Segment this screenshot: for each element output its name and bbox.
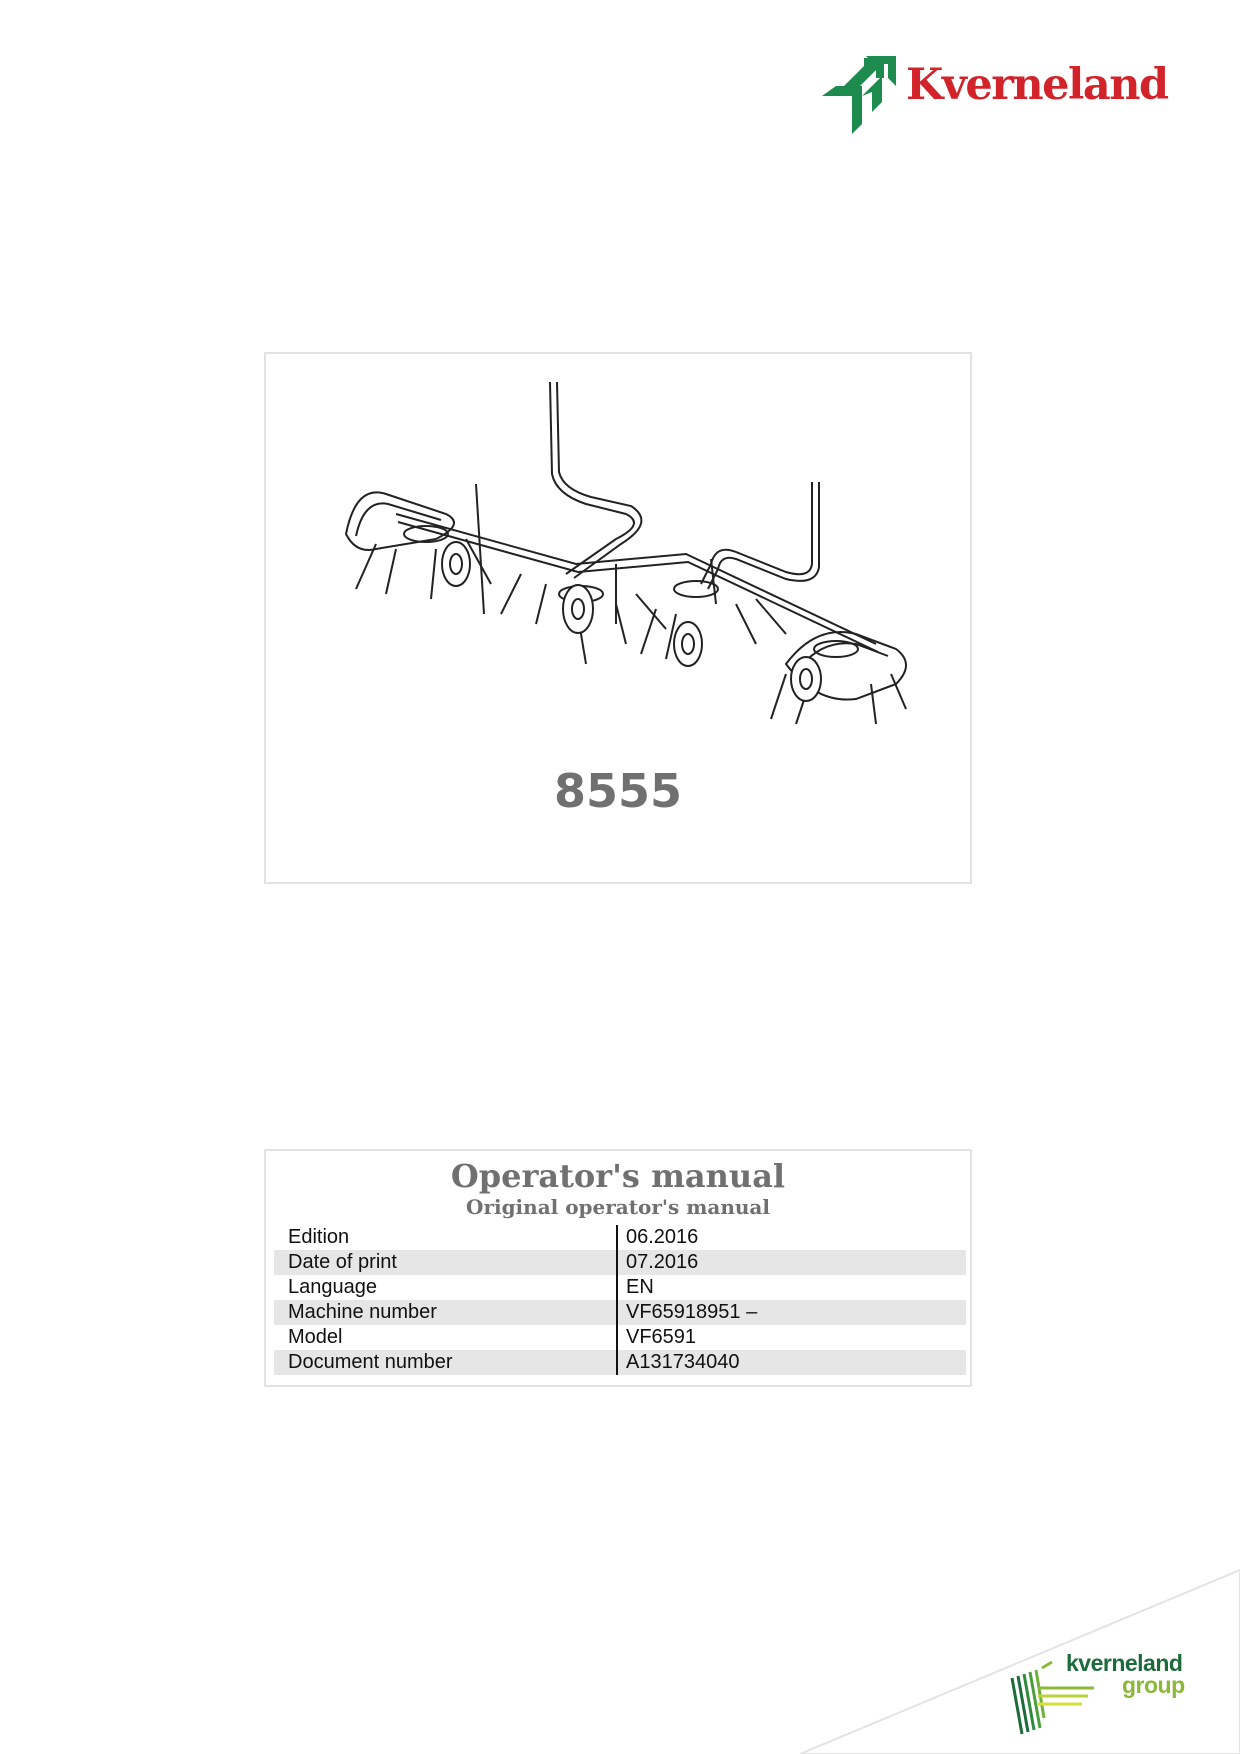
table-row xyxy=(274,1325,966,1350)
row-value: 07.2016 xyxy=(626,1251,699,1273)
table-row xyxy=(274,1275,966,1300)
column-divider xyxy=(616,1225,618,1375)
table-row xyxy=(274,1250,966,1275)
manual-info-box xyxy=(264,1149,972,1387)
kverneland-arrow-icon xyxy=(822,56,902,134)
row-value: EN xyxy=(626,1276,654,1298)
row-label: Language xyxy=(288,1276,377,1298)
kverneland-group-logo xyxy=(1008,1650,1188,1738)
table-row xyxy=(274,1350,966,1375)
row-value: VF65918951 – xyxy=(626,1301,758,1323)
row-label: Machine number xyxy=(288,1301,437,1323)
table-row xyxy=(274,1225,966,1250)
table-row xyxy=(274,1300,966,1325)
group-logo-line1: kverneland xyxy=(1066,1650,1183,1676)
info-table xyxy=(274,1225,966,1375)
brand-name: Kverneland xyxy=(906,60,1168,110)
manual-title: Operator's manual xyxy=(450,1157,786,1195)
row-label: Date of print xyxy=(288,1251,397,1273)
model-number: 8555 xyxy=(553,764,683,818)
row-value: 06.2016 xyxy=(626,1226,699,1248)
group-logo-line2: group xyxy=(1122,1672,1185,1698)
row-label: Edition xyxy=(288,1226,350,1248)
row-label: Model xyxy=(288,1326,343,1348)
row-label: Document number xyxy=(288,1351,453,1373)
row-value: A131734040 xyxy=(626,1351,740,1373)
manual-subtitle: Original operator's manual xyxy=(466,1195,770,1219)
cover-illustration-frame xyxy=(264,352,972,884)
row-value: VF6591 xyxy=(626,1326,697,1348)
kverneland-logo xyxy=(822,56,1168,134)
rotary-tedder-machine-drawing xyxy=(316,364,916,764)
